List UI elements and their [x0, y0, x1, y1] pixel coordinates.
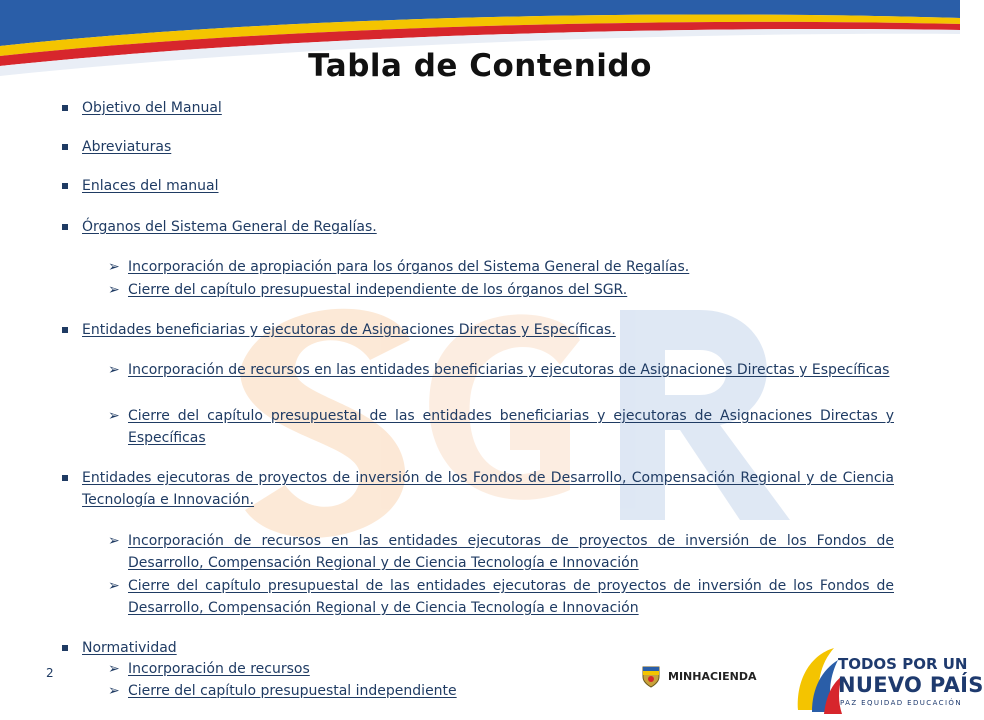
toc-item-abreviaturas[interactable]	[62, 136, 171, 158]
page-title: Tabla de Contenido	[308, 48, 652, 84]
arrow-bullet-icon: ➢	[108, 683, 120, 699]
toc-link[interactable]: Enlaces del manual	[82, 178, 219, 194]
coat-of-arms-icon	[640, 663, 662, 689]
toc-subitem-incorporacion-organos[interactable]	[108, 256, 894, 278]
toc-subitem-incorporacion-beneficiarias[interactable]	[108, 359, 894, 381]
square-bullet-icon	[62, 144, 68, 150]
arrow-bullet-icon: ➢	[108, 661, 120, 677]
toc-item-entidades-ejecutoras[interactable]	[62, 467, 894, 511]
toc-link[interactable]: Incorporación de recursos en las entidades beneficiarias y ejecutoras de Asignaciones Directas y Específicas	[128, 362, 890, 378]
arrow-bullet-icon: ➢	[108, 408, 120, 424]
toc-subitem-cierre-beneficiarias[interactable]	[108, 405, 894, 449]
square-bullet-icon	[62, 224, 68, 230]
arrow-bullet-icon: ➢	[108, 259, 120, 275]
campaign-line-3: PAZ EQUIDAD EDUCACIÓN	[840, 699, 962, 707]
toc-link[interactable]: Objetivo del Manual	[82, 100, 222, 116]
toc-item-enlaces[interactable]	[62, 175, 219, 197]
toc-link[interactable]: Incorporación de recursos en las entidades ejecutoras de proyectos de inversión de los Fondos de Desarrollo, Compensación Regional y de Ciencia Tecnología e Innovación	[128, 533, 894, 571]
toc-link[interactable]: Incorporación de apropiación para los órganos del Sistema General de Regalías.	[128, 259, 690, 275]
toc-link[interactable]: Entidades ejecutoras de proyectos de inversión de los Fondos de Desarrollo, Compensación Regional y de Ciencia Tecnología e Innovación.	[82, 470, 894, 508]
square-bullet-icon	[62, 475, 68, 481]
square-bullet-icon	[62, 645, 68, 651]
toc-link[interactable]: Órganos del Sistema General de Regalías.	[82, 219, 377, 235]
arrow-bullet-icon: ➢	[108, 282, 120, 298]
toc-link[interactable]: Cierre del capítulo presupuestal independiente de los órganos del SGR.	[128, 282, 628, 298]
ministry-name: MINHACIENDA	[668, 669, 757, 683]
toc-link[interactable]: Abreviaturas	[82, 139, 172, 155]
square-bullet-icon	[62, 105, 68, 111]
toc-subitem-incorporacion-recursos[interactable]	[108, 658, 894, 680]
toc-link[interactable]: Normatividad	[82, 640, 177, 656]
toc-link[interactable]: Cierre del capítulo presupuestal de las entidades ejecutoras de proyectos de inversión de los Fondos de Desarrollo, Compensación Regional y de Ciencia Tecnología e Innovación	[128, 578, 894, 616]
toc-link[interactable]: Incorporación de recursos	[128, 661, 310, 677]
toc-link[interactable]: Cierre del capítulo presupuestal independiente	[128, 683, 457, 699]
page-number: 2	[46, 666, 54, 680]
toc-item-organos[interactable]	[62, 216, 377, 238]
toc-item-normatividad[interactable]	[62, 637, 177, 659]
toc-subitem-cierre-independiente[interactable]	[108, 680, 894, 702]
campaign-line-1: TODOS POR UN	[838, 655, 968, 673]
toc-subitem-cierre-ejecutoras[interactable]	[108, 575, 894, 619]
toc-subitem-incorporacion-ejecutoras[interactable]	[108, 530, 894, 574]
toc-subitem-cierre-organos[interactable]	[108, 279, 894, 301]
toc-link[interactable]: Cierre del capítulo presupuestal de las entidades beneficiarias y ejecutoras de Asignaciones Directas y Específicas	[128, 408, 894, 446]
square-bullet-icon	[62, 327, 68, 333]
arrow-bullet-icon: ➢	[108, 578, 120, 594]
toc-item-entidades-beneficiarias[interactable]	[62, 319, 616, 341]
arrow-bullet-icon: ➢	[108, 362, 120, 378]
toc-link[interactable]: Entidades beneficiarias y ejecutoras de Asignaciones Directas y Específicas.	[82, 322, 616, 338]
arrow-bullet-icon: ➢	[108, 533, 120, 549]
campaign-line-2: NUEVO PAÍS	[838, 673, 984, 697]
toc-item-objetivo[interactable]	[62, 97, 222, 119]
minhacienda-logo	[640, 660, 772, 692]
square-bullet-icon	[62, 183, 68, 189]
